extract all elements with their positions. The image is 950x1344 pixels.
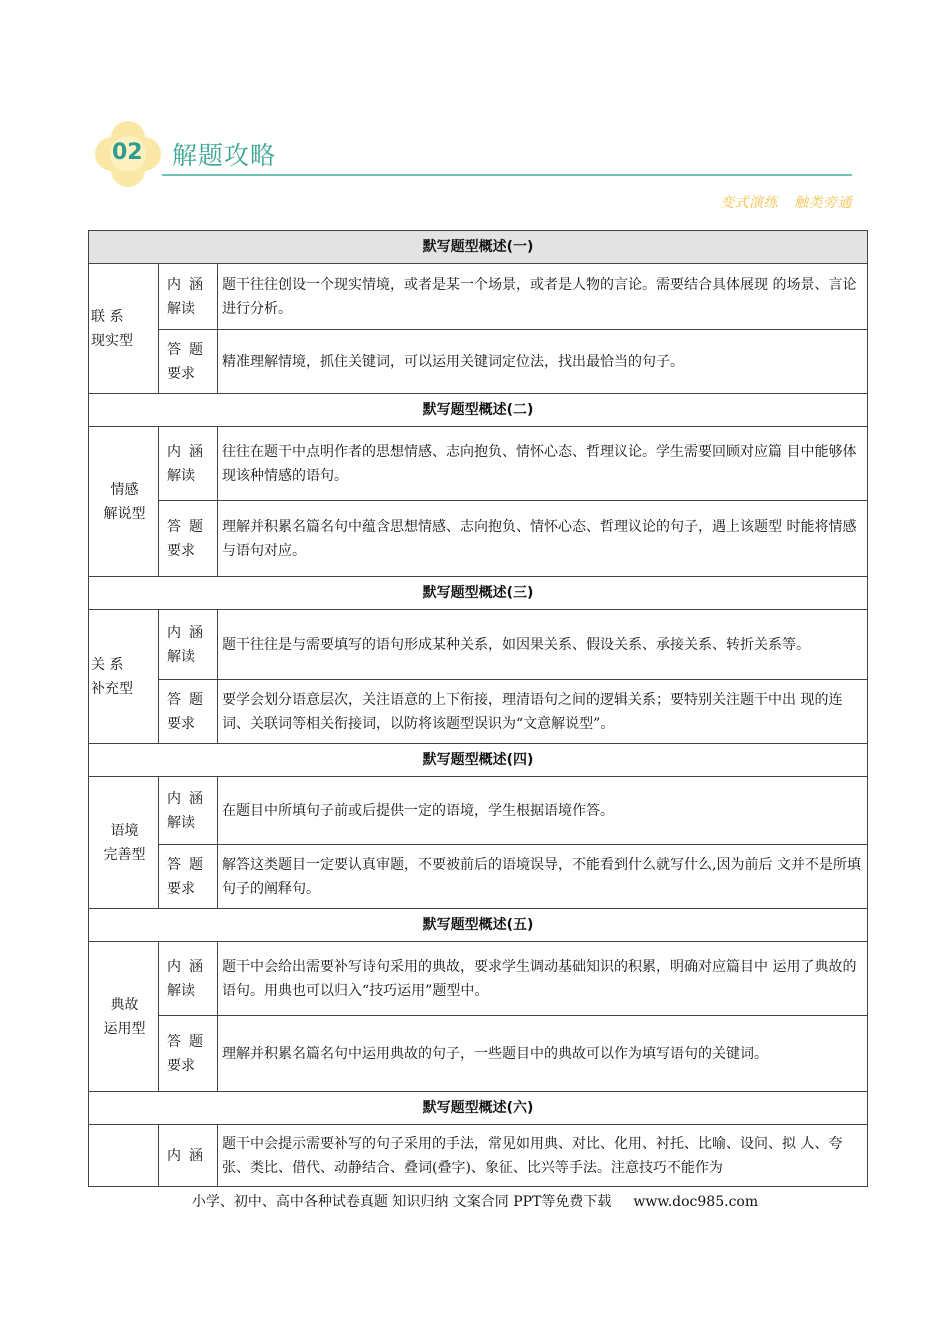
row-content: 解答这类题目一定要认真审题，不要被前后的语境误导，不能看到什么就写什么,因为前后 文并不是所填句子的阐释句。 bbox=[218, 845, 868, 909]
row-content: 题干往往创设一个现实情境，或者是某一个场景，或者是人物的言论。需要结合具体展现 的场景、言论进行分析。 bbox=[218, 264, 868, 330]
header-divider bbox=[162, 174, 852, 176]
footer-text: 小学、初中、高中各种试卷真题 知识归纳 文案合同 PPT等免费下载 bbox=[191, 1194, 612, 1210]
section-subtitle bbox=[720, 192, 852, 212]
subtitle-right: 触类旁通 bbox=[794, 195, 852, 211]
row-content: 题干往往是与需要填写的语句形成某种关系，如因果关系、假设关系、承接关系、转折关系等。 bbox=[218, 610, 868, 680]
row-content: 题干中会给出需要补写诗句采用的典故，要求学生调动基础知识的积累，明确对应篇目中 运用了典故的语句。用典也可以归入“技巧运用”题型中。 bbox=[218, 942, 868, 1016]
row-content: 要学会划分语意层次，关注语意的上下衔接，理清语句之间的逻辑关系；要特别关注题干中出 现的连词、关联词等相关衔接词，以防将该题型误识为“文意解说型”。 bbox=[218, 680, 868, 744]
type-name bbox=[89, 1125, 159, 1187]
row-content: 在题目中所填句子前或后提供一定的语境，学生根据语境作答。 bbox=[218, 777, 868, 845]
row-label: 内涵 解读 bbox=[159, 942, 218, 1016]
section-heading: 默写题型概述(三) bbox=[89, 577, 868, 610]
row-label: 内涵 解读 bbox=[159, 264, 218, 330]
row-content: 理解并积累名篇名句中运用典故的句子，一些题目中的典故可以作为填写语句的关键词。 bbox=[218, 1016, 868, 1092]
row-label: 内涵 解读 bbox=[159, 777, 218, 845]
section-title: 解题攻略 bbox=[172, 141, 277, 170]
row-content: 理解并积累名篇名句中蕴含思想情感、志向抱负、情怀心态、哲理议论的句子，遇上该题型 时能将情感与语句对应。 bbox=[218, 501, 868, 577]
row-label: 内涵 解读 bbox=[159, 427, 218, 501]
section-heading: 默写题型概述(六) bbox=[89, 1092, 868, 1125]
section-number: 02 bbox=[112, 140, 143, 165]
section-heading: 默写题型概述(二) bbox=[89, 394, 868, 427]
type-name: 典故 运用型 bbox=[89, 942, 159, 1092]
row-label: 内涵 解读 bbox=[159, 610, 218, 680]
row-content: 题干中会提示需要补写的句子采用的手法，常见如用典、对比、化用、衬托、比喻、设问、拟 人、夸张、类比、借代、动静结合、叠词(叠字)、象征、比兴等手法。注意技巧不能作为 bbox=[218, 1125, 868, 1187]
row-label: 答题 要求 bbox=[159, 845, 218, 909]
row-label: 答题 要求 bbox=[159, 680, 218, 744]
section-header bbox=[92, 118, 852, 198]
type-name: 关 系 补充型 bbox=[89, 610, 159, 744]
subtitle-left: 变式演练 bbox=[720, 195, 778, 211]
row-content: 往往在题干中点明作者的思想情感、志向抱负、情怀心态、哲理议论。学生需要回顾对应篇 目中能够体现该种情感的语句。 bbox=[218, 427, 868, 501]
type-name: 联 系 现实型 bbox=[89, 264, 159, 394]
row-label: 答题 要求 bbox=[159, 330, 218, 394]
row-label: 答题 要求 bbox=[159, 501, 218, 577]
row-content: 精准理解情境，抓住关键词，可以运用关键词定位法，找出最恰当的句子。 bbox=[218, 330, 868, 394]
type-name: 语境 完善型 bbox=[89, 777, 159, 909]
overview-table bbox=[88, 230, 868, 1190]
page-footer bbox=[0, 1191, 950, 1211]
section-heading: 默写题型概述(一) bbox=[89, 231, 868, 264]
row-label: 答题 要求 bbox=[159, 1016, 218, 1092]
footer-website: www.doc985.com bbox=[633, 1194, 759, 1210]
type-name: 情感 解说型 bbox=[89, 427, 159, 577]
row-label: 内涵 bbox=[159, 1125, 218, 1187]
section-heading: 默写题型概述(四) bbox=[89, 744, 868, 777]
section-heading: 默写题型概述(五) bbox=[89, 909, 868, 942]
